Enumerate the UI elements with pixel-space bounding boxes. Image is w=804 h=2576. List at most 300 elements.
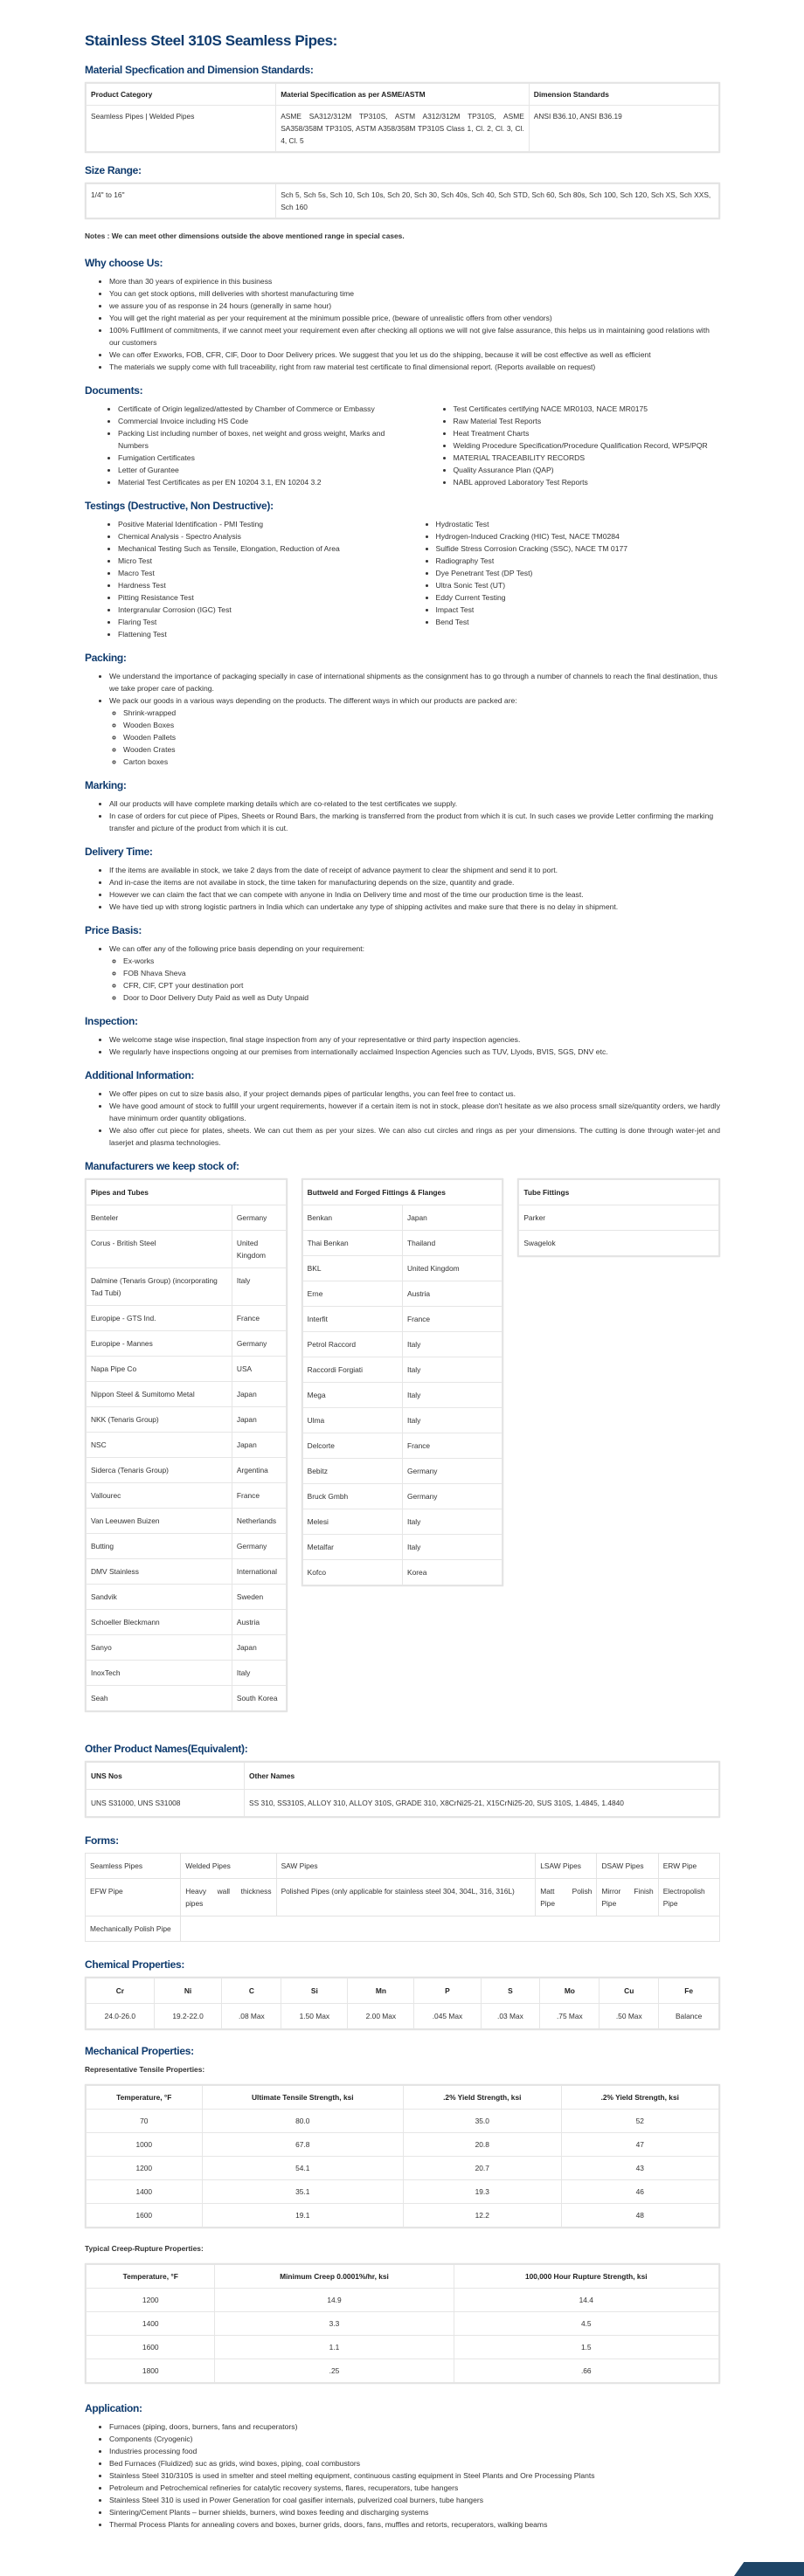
table-cell: Italy: [403, 1509, 502, 1535]
table-cell: 1800: [87, 2359, 215, 2383]
chemical-heading: Chemical Properties:: [85, 1958, 185, 1971]
table-cell: 1600: [87, 2336, 215, 2359]
table-cell: ANSI B36.10, ANSI B36.19: [529, 106, 718, 152]
list-item: • We understand the importance of packaging specially in case of international shipments as the consignment has to go through a number of channels to reach the final destination, thus we take proper care of packing.: [109, 670, 720, 694]
table-cell: 35.0: [404, 2110, 561, 2133]
list-item: • More than 30 years of expirience in this business: [109, 275, 720, 287]
list-item: • We have tied up with strong logistic partners in India which can undertake any type of shipping activites and make sure that there is no delay in shipment.: [109, 901, 720, 913]
list-item: ◦ Door to Door Delivery Duty Paid as well as Duty Unpaid: [123, 991, 720, 1004]
list-item: • Bed Furnaces (Fluidized) suc as grids, wind boxes, piping, coal combustors: [109, 2457, 720, 2469]
table-header-row: [87, 1180, 287, 1205]
table-row: [87, 1610, 287, 1635]
creep-title: Typical Creep-Rupture Properties:: [85, 2244, 204, 2253]
list-item: • Stainless Steel 310 is used in Power Generation for coal gasifier internals, pulverized coal burners, tube hangers: [109, 2494, 720, 2506]
list-item: • All our products will have complete marking details which are co-related to the test certificates we supply.: [109, 798, 720, 810]
table-cell: Erne: [302, 1281, 402, 1307]
list-item: • You can get stock options, mill deliveries with shortest manufacturing time: [109, 287, 720, 300]
table-row: [87, 1790, 719, 1817]
table-row: [302, 1560, 502, 1585]
other-names-table: [85, 1761, 720, 1818]
inspection-section: [85, 1014, 720, 1058]
table-cell: 14.9: [215, 2289, 454, 2312]
table-row: [87, 1331, 287, 1357]
table-row: [302, 1535, 502, 1560]
table-row: [86, 1854, 720, 1879]
size-range-note: Notes : We can meet other dimensions outside the above mentioned range in special cases.: [85, 231, 405, 240]
table-cell: InoxTech: [87, 1661, 232, 1686]
table-header-row: [87, 2265, 719, 2289]
table-cell: 20.7: [404, 2157, 561, 2180]
table-cell: Napa Pipe Co: [87, 1357, 232, 1382]
table-cell: South Korea: [232, 1686, 286, 1711]
list-item: • Commercial Invoice including HS Code: [118, 415, 385, 427]
list-item: • Flattening Test: [118, 628, 403, 640]
size-range-heading: Size Range:: [85, 164, 142, 176]
table-cell: Argentina: [232, 1458, 286, 1483]
table-row: [302, 1509, 502, 1535]
table-row: [87, 1231, 287, 1268]
list-item: • Micro Test: [118, 555, 403, 567]
table-row: [87, 2110, 719, 2133]
material-spec-heading: Material Specfication and Dimension Standards:: [85, 64, 314, 76]
table-cell: Sanyo: [87, 1635, 232, 1661]
table-cell: Seamless Pipes | Welded Pipes: [87, 106, 276, 152]
table-header-row: [87, 1979, 719, 2004]
table-row: [87, 1559, 287, 1585]
table-cell: Vallourec: [87, 1483, 232, 1509]
table-cell: Melesi: [302, 1509, 402, 1535]
table-cell: Europipe - Mannes: [87, 1331, 232, 1357]
table-cell: Germany: [232, 1331, 286, 1357]
additional-info-section: [85, 1068, 720, 1149]
table-cell: Japan: [232, 1382, 286, 1407]
table-cell: Benteler: [87, 1205, 232, 1231]
table-cell: Germany: [403, 1484, 502, 1509]
table-row: [302, 1433, 502, 1459]
table-header-row: [302, 1180, 502, 1205]
table-cell: Mega: [302, 1383, 402, 1408]
table-header: Mn: [348, 1979, 414, 2004]
table-cell: Metalfar: [302, 1535, 402, 1560]
testings-list-left: [85, 518, 403, 640]
table-cell: France: [232, 1483, 286, 1509]
list-item: • Components (Cryogenic): [109, 2433, 720, 2445]
list-item: • In case of orders for cut piece of Pipes, Sheets or Round Bars, the marking is transferred from the product from which it is cut. In such cases we provide Letter confirming the marking transfer and picture of the product from which it is cut.: [109, 810, 720, 834]
table-cell: 20.8: [404, 2133, 561, 2157]
list-item: • Eddy Current Testing: [436, 591, 721, 604]
table-cell: Italy: [403, 1535, 502, 1560]
price-basis-sub-list: [109, 955, 720, 1004]
table-row: [87, 1407, 287, 1433]
additional-info-list: [85, 1088, 720, 1149]
table-header: Material Specification as per ASME/ASTM: [276, 84, 530, 106]
tensile-title: Representative Tensile Properties:: [85, 2065, 205, 2074]
table-row: [87, 2133, 719, 2157]
table-row: [519, 1231, 719, 1256]
list-item: • Welding Procedure Specification/Procedure Qualification Record, WPS/PQR: [454, 439, 721, 452]
table-cell: United Kingdom: [232, 1231, 286, 1268]
list-item: • Impact Test: [436, 604, 721, 616]
table-row: [87, 2336, 719, 2359]
table-row: [302, 1383, 502, 1408]
table-row: [87, 2004, 719, 2029]
size-range-table: [85, 183, 720, 219]
table-cell: United Kingdom: [403, 1256, 502, 1281]
list-item: • Letter of Gurantee: [118, 464, 385, 476]
pipes-tubes-table: [85, 1178, 288, 1712]
table-row: [519, 1205, 719, 1231]
list-item: • Intergranular Corrosion (IGC) Test: [118, 604, 403, 616]
table-cell: 2.00 Max: [348, 2004, 414, 2029]
table-cell: 12.2: [404, 2204, 561, 2227]
list-item: • Chemical Analysis - Spectro Analysis: [118, 530, 403, 542]
table-cell: Italy: [403, 1332, 502, 1357]
table-cell: Germany: [232, 1534, 286, 1559]
delivery-time-heading: Delivery Time:: [85, 846, 153, 858]
table-row: [302, 1332, 502, 1357]
testings-heading: Testings (Destructive, Non Destructive):: [85, 500, 274, 512]
list-item: • 100% Fulfilment of commitments, if we cannot meet your requirement even after checking all options we will not give false assurance, this helps us in maintaining good relations with our customers: [109, 324, 720, 349]
table-cell: 19.1: [202, 2204, 404, 2227]
table-cell: ERW Pipe: [658, 1854, 719, 1879]
table-cell: 80.0: [202, 2110, 404, 2133]
table-cell: Balance: [659, 2004, 719, 2029]
list-item: • Ultra Sonic Test (UT): [436, 579, 721, 591]
table-cell: Germany: [232, 1205, 286, 1231]
list-item: [109, 943, 720, 1004]
list-item: • NABL approved Laboratory Test Reports: [454, 476, 721, 488]
list-item: • Certificate of Origin legalized/attested by Chamber of Commerce or Embassy: [118, 403, 385, 415]
table-cell: ASME SA312/312M TP310S, ASTM A312/312M TP310S, ASME SA358/358M TP310S, ASTM A358/358M TP310S Class 1, Cl. 2, Cl. 3, Cl. 4, Cl. 5: [276, 106, 530, 152]
table-header: Minimum Creep 0.0001%/hr, ksi: [215, 2265, 454, 2289]
list-item: ◦ Shrink-wrapped: [123, 707, 720, 719]
table-cell: 70: [87, 2110, 203, 2133]
table-cell: Seah: [87, 1686, 232, 1711]
marking-section: [85, 778, 720, 834]
table-cell: SAW Pipes: [276, 1854, 536, 1879]
table-header: Pipes and Tubes: [87, 1180, 287, 1205]
list-item-text: We pack our goods in a various ways depending on the products. The different ways in which our products are packed are:: [109, 696, 517, 705]
table-cell: 1.50 Max: [281, 2004, 348, 2029]
list-item: • We welcome stage wise inspection, final stage inspection from any of your representative or third party inspection agencies.: [109, 1033, 720, 1046]
table-header: Cr: [87, 1979, 155, 2004]
list-item: ◦ FOB Nhava Sheva: [123, 967, 720, 979]
price-basis-section: [85, 923, 720, 1004]
table-cell: 47: [561, 2133, 719, 2157]
table-cell: Austria: [403, 1281, 502, 1307]
table-row: [87, 106, 719, 152]
table-cell: 1000: [87, 2133, 203, 2157]
table-row: [87, 1635, 287, 1661]
list-item: • Dye Penetrant Test (DP Test): [436, 567, 721, 579]
table-row: [302, 1408, 502, 1433]
table-header: Other Names: [245, 1763, 719, 1790]
marking-list: [85, 798, 720, 834]
table-header: P: [414, 1979, 481, 2004]
table-cell: Matt Polish Pipe: [536, 1879, 597, 1916]
list-item: ◦ Wooden Boxes: [123, 719, 720, 731]
table-cell: UNS S31000, UNS S31008: [87, 1790, 245, 1817]
table-cell: Heavy wall thickness pipes: [181, 1879, 276, 1916]
table-cell: France: [403, 1307, 502, 1332]
list-item: • Sintering/Cement Plants – burner shields, burners, wind boxes feeding and discharging systems: [109, 2506, 720, 2518]
table-cell: Japan: [403, 1205, 502, 1231]
application-list: [85, 2421, 720, 2531]
list-item: • Mechanical Testing Such as Tensile, Elongation, Reduction of Area: [118, 542, 403, 555]
table-header: C: [222, 1979, 281, 2004]
table-cell: Nippon Steel & Sumitomo Metal: [87, 1382, 232, 1407]
empty-cell: [536, 1916, 597, 1942]
table-row: [302, 1256, 502, 1281]
list-item: • Test Certificates certifying NACE MR0103, NACE MR0175: [454, 403, 721, 415]
table-cell: NKK (Tenaris Group): [87, 1407, 232, 1433]
table-cell: 19.3: [404, 2180, 561, 2204]
table-cell: Swagelok: [519, 1231, 719, 1256]
list-item: • we assure you of as response in 24 hours (generally in same hour): [109, 300, 720, 312]
forms-heading: Forms:: [85, 1834, 119, 1847]
table-cell: 46: [561, 2180, 719, 2204]
table-row: [87, 1306, 287, 1331]
table-row: [87, 1458, 287, 1483]
list-item: • Macro Test: [118, 567, 403, 579]
why-choose-us-list: [85, 275, 720, 373]
table-header: Tube Fittings: [519, 1180, 719, 1205]
table-cell: Petrol Raccord: [302, 1332, 402, 1357]
list-item: • Hardness Test: [118, 579, 403, 591]
delivery-time-section: [85, 845, 720, 913]
table-cell: 1.5: [454, 2336, 718, 2359]
material-spec-table: [85, 82, 720, 153]
packing-list: [85, 670, 720, 768]
table-cell: DMV Stainless: [87, 1559, 232, 1585]
list-item: • If the items are available in stock, we take 2 days from the date of receipt of advance payment to clear the shipment and send it to port.: [109, 864, 720, 876]
table-cell: International: [232, 1559, 286, 1585]
table-cell: 67.8: [202, 2133, 404, 2157]
table-cell: Benkan: [302, 1205, 402, 1231]
table-header: UNS Nos: [87, 1763, 245, 1790]
list-item: • Stainless Steel 310/310S is used in smelter and steel melting equipment, continuous casting equipment in Steel Plants and Ore Processing Plants: [109, 2469, 720, 2482]
table-row: [302, 1231, 502, 1256]
inspection-heading: Inspection:: [85, 1015, 138, 1027]
table-cell: Mechanically Polish Pipe: [86, 1916, 181, 1942]
list-item: • Petroleum and Petrochemical refineries for catalytic recovery systems, flares, recuperators, tube hangers: [109, 2482, 720, 2494]
table-cell: Seamless Pipes: [86, 1854, 181, 1879]
list-item: • MATERIAL TRACEABILITY RECORDS: [454, 452, 721, 464]
application-section: [85, 2401, 720, 2531]
table-cell: Japan: [232, 1407, 286, 1433]
chemical-table: [85, 1977, 720, 2030]
list-item: • Raw Material Test Reports: [454, 415, 721, 427]
table-row: [87, 2289, 719, 2312]
table-cell: 1400: [87, 2180, 203, 2204]
empty-cell: [181, 1916, 276, 1942]
table-header-row: [87, 2086, 719, 2110]
table-cell: .045 Max: [414, 2004, 481, 2029]
table-cell: 1200: [87, 2157, 203, 2180]
tube-fittings-table: [517, 1178, 720, 1257]
table-cell: 4.5: [454, 2312, 718, 2336]
other-names-heading: Other Product Names(Equivalent):: [85, 1743, 248, 1755]
table-cell: 52: [561, 2110, 719, 2133]
table-cell: .08 Max: [222, 2004, 281, 2029]
marking-heading: Marking:: [85, 779, 127, 791]
table-cell: Welded Pipes: [181, 1854, 276, 1879]
list-item: • We offer pipes on cut to size basis also, if your project demands pipes of particular lengths, you can feel free to contact us.: [109, 1088, 720, 1100]
list-item: • Fumigation Certificates: [118, 452, 385, 464]
tensile-table: [85, 2084, 720, 2228]
documents-list-right: [420, 403, 721, 488]
list-item: • Industries processing food: [109, 2445, 720, 2457]
table-cell: Japan: [232, 1433, 286, 1458]
table-header: Buttweld and Forged Fittings & Flanges: [302, 1180, 502, 1205]
table-cell: LSAW Pipes: [536, 1854, 597, 1879]
table-row: [87, 2359, 719, 2383]
list-item: • Furnaces (piping, doors, burners, fans and recuperators): [109, 2421, 720, 2433]
table-cell: Parker: [519, 1205, 719, 1231]
table-row: [87, 1483, 287, 1509]
table-row: [87, 2180, 719, 2204]
table-header: .2% Yield Strength, ksi: [561, 2086, 719, 2110]
table-row: [86, 1916, 720, 1942]
documents-heading: Documents:: [85, 384, 143, 397]
table-row: [302, 1484, 502, 1509]
table-cell: Italy: [403, 1408, 502, 1433]
table-cell: Ulma: [302, 1408, 402, 1433]
table-row: [87, 1661, 287, 1686]
table-row: [87, 1686, 287, 1711]
empty-cell: [597, 1916, 658, 1942]
table-row: [302, 1205, 502, 1231]
creep-table: [85, 2263, 720, 2384]
table-row: [87, 1433, 287, 1458]
list-item: • We regularly have inspections ongoing at our premises from internationally acclaimed Inspection Agencies such as TUV, Llyods, BVIS, SGS, DNV etc.: [109, 1046, 720, 1058]
table-cell: Austria: [232, 1610, 286, 1635]
table-row: [87, 1585, 287, 1610]
list-item: ◦ Carton boxes: [123, 756, 720, 768]
packing-sub-list: [109, 707, 720, 768]
list-item: • We also offer cut piece for plates, sheets. We can cut them as per your sizes. We can also cut circles and rings as per your dimensions. The cutting is done through water-jet and laserjet and plasma technologies.: [109, 1124, 720, 1149]
table-cell: 1/4" to 16": [87, 184, 276, 218]
table-cell: Netherlands: [232, 1509, 286, 1534]
table-row: [87, 1382, 287, 1407]
table-cell: DSAW Pipes: [597, 1854, 658, 1879]
documents-section: [85, 383, 720, 492]
manufacturers-heading: Manufacturers we keep stock of:: [85, 1160, 239, 1172]
list-item: • Thermal Process Plants for annealing covers and boxes, burner grids, doors, fans, muffles and retorts, recuperators, walking beams: [109, 2518, 720, 2531]
table-cell: Sandvik: [87, 1585, 232, 1610]
empty-cell: [658, 1916, 719, 1942]
table-cell: Thai Benkan: [302, 1231, 402, 1256]
list-item: • Pitting Resistance Test: [118, 591, 403, 604]
table-cell: BKL: [302, 1256, 402, 1281]
table-cell: Butting: [87, 1534, 232, 1559]
list-item: • However we can claim the fact that we can compete with anyone in India on Delivery time and most of the time our production time is the least.: [109, 888, 720, 901]
inspection-list: [85, 1033, 720, 1058]
table-cell: Italy: [403, 1357, 502, 1383]
table-cell: 54.1: [202, 2157, 404, 2180]
list-item: • Radiography Test: [436, 555, 721, 567]
table-cell: EFW Pipe: [86, 1879, 181, 1916]
table-cell: Electropolish Pipe: [658, 1879, 719, 1916]
table-row: [87, 2204, 719, 2227]
page-title: Stainless Steel 310S Seamless Pipes:: [85, 32, 337, 49]
manufacturers-tables: [85, 1178, 720, 1712]
packing-section: [85, 651, 720, 768]
list-item: • Quality Assurance Plan (QAP): [454, 464, 721, 476]
table-header: Ni: [154, 1979, 222, 2004]
table-row: [87, 1534, 287, 1559]
table-cell: Sweden: [232, 1585, 286, 1610]
table-cell: 1200: [87, 2289, 215, 2312]
table-row: [87, 184, 719, 218]
list-item: ◦ Wooden Pallets: [123, 731, 720, 743]
table-header: Ultimate Tensile Strength, ksi: [202, 2086, 404, 2110]
list-item: • The materials we supply come with full traceability, right from raw material test certificate to final dimensional report. (Reports available on request): [109, 361, 720, 373]
table-cell: Mirror Finish Pipe: [597, 1879, 658, 1916]
table-header: Temperature, °F: [87, 2265, 215, 2289]
table-cell: .50 Max: [600, 2004, 659, 2029]
documents-list-left: [85, 403, 420, 488]
table-cell: Siderca (Tenaris Group): [87, 1458, 232, 1483]
list-item: • Heat Treatment Charts: [454, 427, 721, 439]
table-row: [87, 2157, 719, 2180]
table-row: [87, 1268, 287, 1306]
table-cell: France: [232, 1306, 286, 1331]
table-cell: SS 310, SS310S, ALLOY 310, ALLOY 310S, GRADE 310, X8CrNi25-21, X15CrNi25-20, SUS 310S, 1.4845, 1.4840: [245, 1790, 719, 1817]
table-cell: 24.0-26.0: [87, 2004, 155, 2029]
table-header: Fe: [659, 1979, 719, 2004]
table-cell: USA: [232, 1357, 286, 1382]
table-cell: Sch 5, Sch 5s, Sch 10, Sch 10s, Sch 20, Sch 30, Sch 40s, Sch 40, Sch STD, Sch 60, Sch 80s, Sch 100, Sch 120, Sch XS, Sch XXS, Sch 160: [276, 184, 719, 218]
table-cell: Polished Pipes (only applicable for stainless steel 304, 304L, 316, 316L): [276, 1879, 536, 1916]
table-header-row: [519, 1180, 719, 1205]
list-item: • And in-case the items are not availabe in stock, the time taken for manufacturing depends on the size, quantity and grade.: [109, 876, 720, 888]
list-item: • Packing List including number of boxes, net weight and gross weight, Marks and Numbers: [118, 427, 385, 452]
table-cell: Thailand: [403, 1231, 502, 1256]
packing-heading: Packing:: [85, 652, 127, 664]
table-cell: Germany: [403, 1459, 502, 1484]
list-item: ◦ CFR, CIF, CPT your destination port: [123, 979, 720, 991]
table-cell: Corus - British Steel: [87, 1231, 232, 1268]
table-header: Si: [281, 1979, 348, 2004]
table-cell: Raccordi Forgiati: [302, 1357, 402, 1383]
table-row: [302, 1357, 502, 1383]
table-header-row: [87, 84, 719, 106]
price-basis-list: [85, 943, 720, 1004]
table-cell: .66: [454, 2359, 718, 2383]
table-cell: Italy: [232, 1268, 286, 1306]
table-row: [302, 1459, 502, 1484]
table-header: .2% Yield Strength, ksi: [404, 2086, 561, 2110]
list-item: • Hydrostatic Test: [436, 518, 721, 530]
list-item: • Flaring Test: [118, 616, 403, 628]
fittings-flanges-table: [302, 1178, 504, 1586]
table-cell: .25: [215, 2359, 454, 2383]
list-item-text: We can offer any of the following price basis depending on your requirement:: [109, 944, 365, 953]
table-cell: .75 Max: [540, 2004, 600, 2029]
table-row: [87, 1509, 287, 1534]
table-header: 100,000 Hour Rupture Strength, ksi: [454, 2265, 718, 2289]
table-cell: Bruck Gmbh: [302, 1484, 402, 1509]
empty-cell: [276, 1916, 536, 1942]
list-item: • We can offer Exworks, FOB, CFR, CIF, Door to Door Delivery prices. We suggest that you let us do the shipping, because it will be cost effective as well as efficient: [109, 349, 720, 361]
list-item: ◦ Wooden Crates: [123, 743, 720, 756]
testings-list-right: [403, 518, 721, 640]
table-cell: 1.1: [215, 2336, 454, 2359]
table-row: [302, 1281, 502, 1307]
testings-section: [85, 499, 720, 644]
table-cell: Interfit: [302, 1307, 402, 1332]
